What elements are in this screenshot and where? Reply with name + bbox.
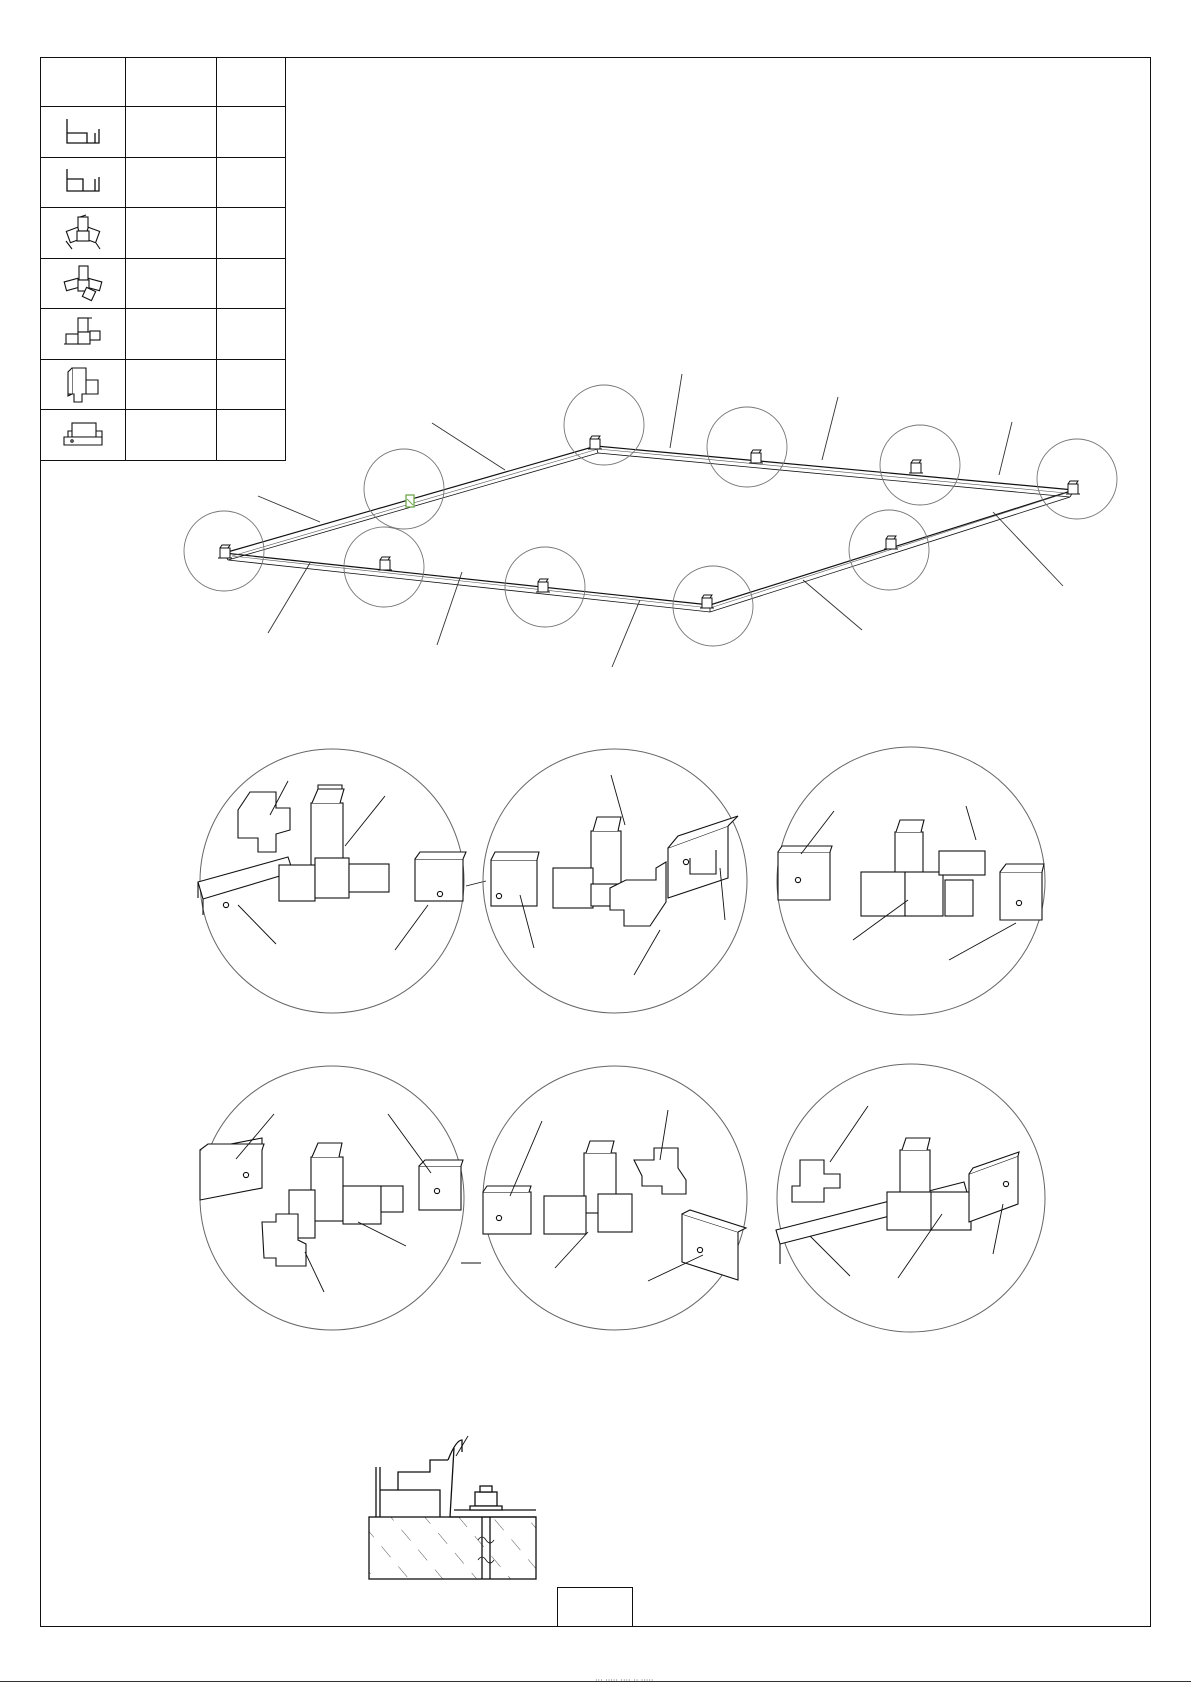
detail-f [776, 1064, 1045, 1332]
detail-b [483, 749, 747, 1013]
detail-a [198, 749, 486, 1013]
footer-text: ··· ····· ···· ·· ····· [595, 1676, 654, 1685]
detail-callout-circles [184, 385, 1117, 646]
detail-c [777, 747, 1045, 1015]
detail-e [483, 1066, 747, 1330]
anchor-cross-section [369, 1436, 536, 1579]
detail-d [200, 1066, 481, 1330]
page-number-box [557, 1587, 633, 1627]
overview-frame [184, 374, 1117, 667]
